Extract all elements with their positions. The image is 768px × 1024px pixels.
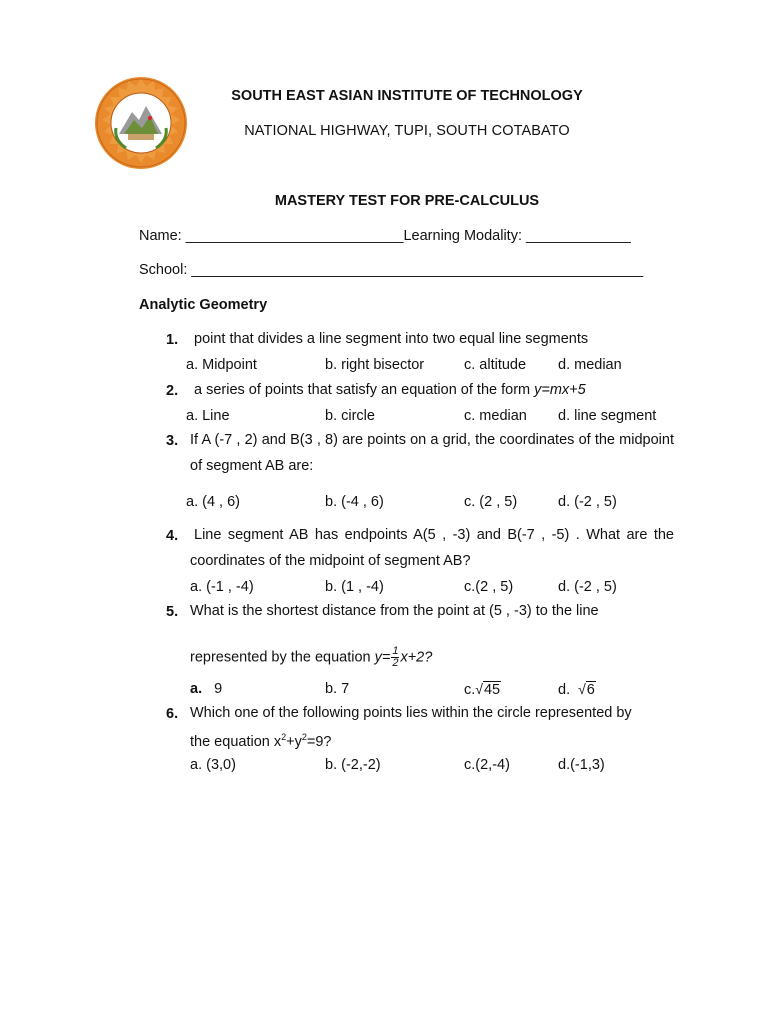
question-6-text-line2-suffix: =9? [306,733,332,750]
question-5-text-line2-prefix: represented by the equation [190,649,375,666]
question-6-option-d[interactable]: d.(-1,3) [558,757,605,773]
question-6-option-b[interactable]: b. (-2,-2) [325,757,381,773]
question-5-option-d-label: d. [558,682,571,698]
question-1-option-d[interactable]: d. median [558,357,622,373]
question-5-option-b[interactable]: b. 7 [325,681,350,697]
question-3-option-d[interactable]: d. (-2 , 5) [558,494,617,510]
question-1-option-b[interactable]: b. right bisector [325,357,425,373]
sqrt-icon: √45 [475,681,501,698]
question-4-option-b[interactable]: b. (1 , -4) [325,579,384,595]
question-4-option-d[interactable]: d. (-2 , 5) [558,579,617,595]
question-5-eq-rest: x+2? [400,649,433,666]
question-4-option-c[interactable]: c.(2 , 5) [464,579,514,595]
modality-label: Learning Modality: [403,228,522,244]
question-5-option-c-label: c. [464,682,476,698]
school-address: NATIONAL HIGHWAY, TUPI, SOUTH COTABATO [244,123,570,139]
question-2-option-d[interactable]: d. line segment [558,408,657,424]
question-5-fraction [391,646,399,669]
question-3-number: 3. [166,433,179,449]
name-label: Name: [139,228,182,244]
question-5-text-line1: What is the shortest distance from the point at (5 , -3) to the line [190,603,599,619]
name-field-line [139,228,631,244]
question-2-text-prefix: a series of points that satisfy an equation of the form [194,382,535,398]
question-5-option-a-value: 9 [214,681,223,697]
question-6-number: 6. [166,706,179,722]
question-5-option-c-radicand: 45 [483,682,501,698]
question-3-text: If A (-7 , 2) and B(3 , 8) are points on a grid, the coordinates of the midpoint of segment AB are: [190,432,674,474]
question-5-option-c[interactable] [464,681,501,698]
question-5-number: 5. [166,604,179,620]
question-4-option-a[interactable]: a. (-1 , -4) [190,579,254,595]
school-blank[interactable]: ________________________________________________________ [191,262,644,278]
section-title: Analytic Geometry [139,297,268,313]
question-5-eq-y: y= [374,649,391,666]
question-2-option-b[interactable]: b. circle [325,408,375,424]
name-blank[interactable]: ___________________________ [185,228,404,244]
question-2-text [194,377,678,403]
question-2-number: 2. [166,383,179,399]
question-2-equation: y=mx+5 [534,382,586,398]
question-1-number: 1. [166,332,179,348]
question-3-option-c[interactable]: c. (2 , 5) [464,494,518,510]
question-6-mid: +y [286,733,302,750]
question-5-option-a-label: a. [190,681,203,697]
question-5-fraction-den: 2 [392,657,399,669]
sqrt-icon: √6 [578,681,595,698]
question-6-text-line2-prefix: the equation x [190,733,282,750]
question-6-option-c[interactable]: c.(2,-4) [464,757,510,773]
modality-blank[interactable]: _____________ [526,228,631,244]
question-5-text-line2 [190,646,432,669]
question-6-option-a[interactable]: a. (3,0) [190,757,236,773]
question-2-option-c[interactable]: c. median [464,408,527,424]
question-5-fraction-num: 1 [392,645,399,657]
question-1-text: point that divides a line segment into two equal line segments [194,331,589,347]
question-5-option-a[interactable] [190,681,222,697]
question-5-option-d-radicand: 6 [586,682,595,698]
question-3-option-b[interactable]: b. (-4 , 6) [325,494,384,510]
question-3-option-a[interactable]: a. (4 , 6) [186,494,240,510]
question-1-option-a[interactable]: a. Midpoint [186,357,257,373]
school-field-line [139,262,643,278]
question-6-text-line1: Which one of the following points lies within the circle represented by [190,705,632,721]
school-label: School: [139,262,188,278]
school-name: SOUTH EAST ASIAN INSTITUTE OF TECHNOLOGY [231,88,583,104]
question-4-text: Line segment AB has endpoints A(5 , -3) and B(-7 , -5) . What are the coordinates of the midpoint of segment AB? [190,527,674,569]
question-6-sup-1: 2 [281,732,287,742]
svg-text:2006: 2006 [134,148,148,154]
question-4-number: 4. [166,528,179,544]
question-5-option-d[interactable] [558,681,596,698]
question-2-option-a[interactable]: a. Line [186,408,230,424]
question-1-option-c[interactable]: c. altitude [464,357,527,373]
question-6-text-line2 [190,732,331,750]
question-6-sup-2: 2 [301,732,307,742]
test-title: MASTERY TEST FOR PRE-CALCULUS [274,193,540,209]
